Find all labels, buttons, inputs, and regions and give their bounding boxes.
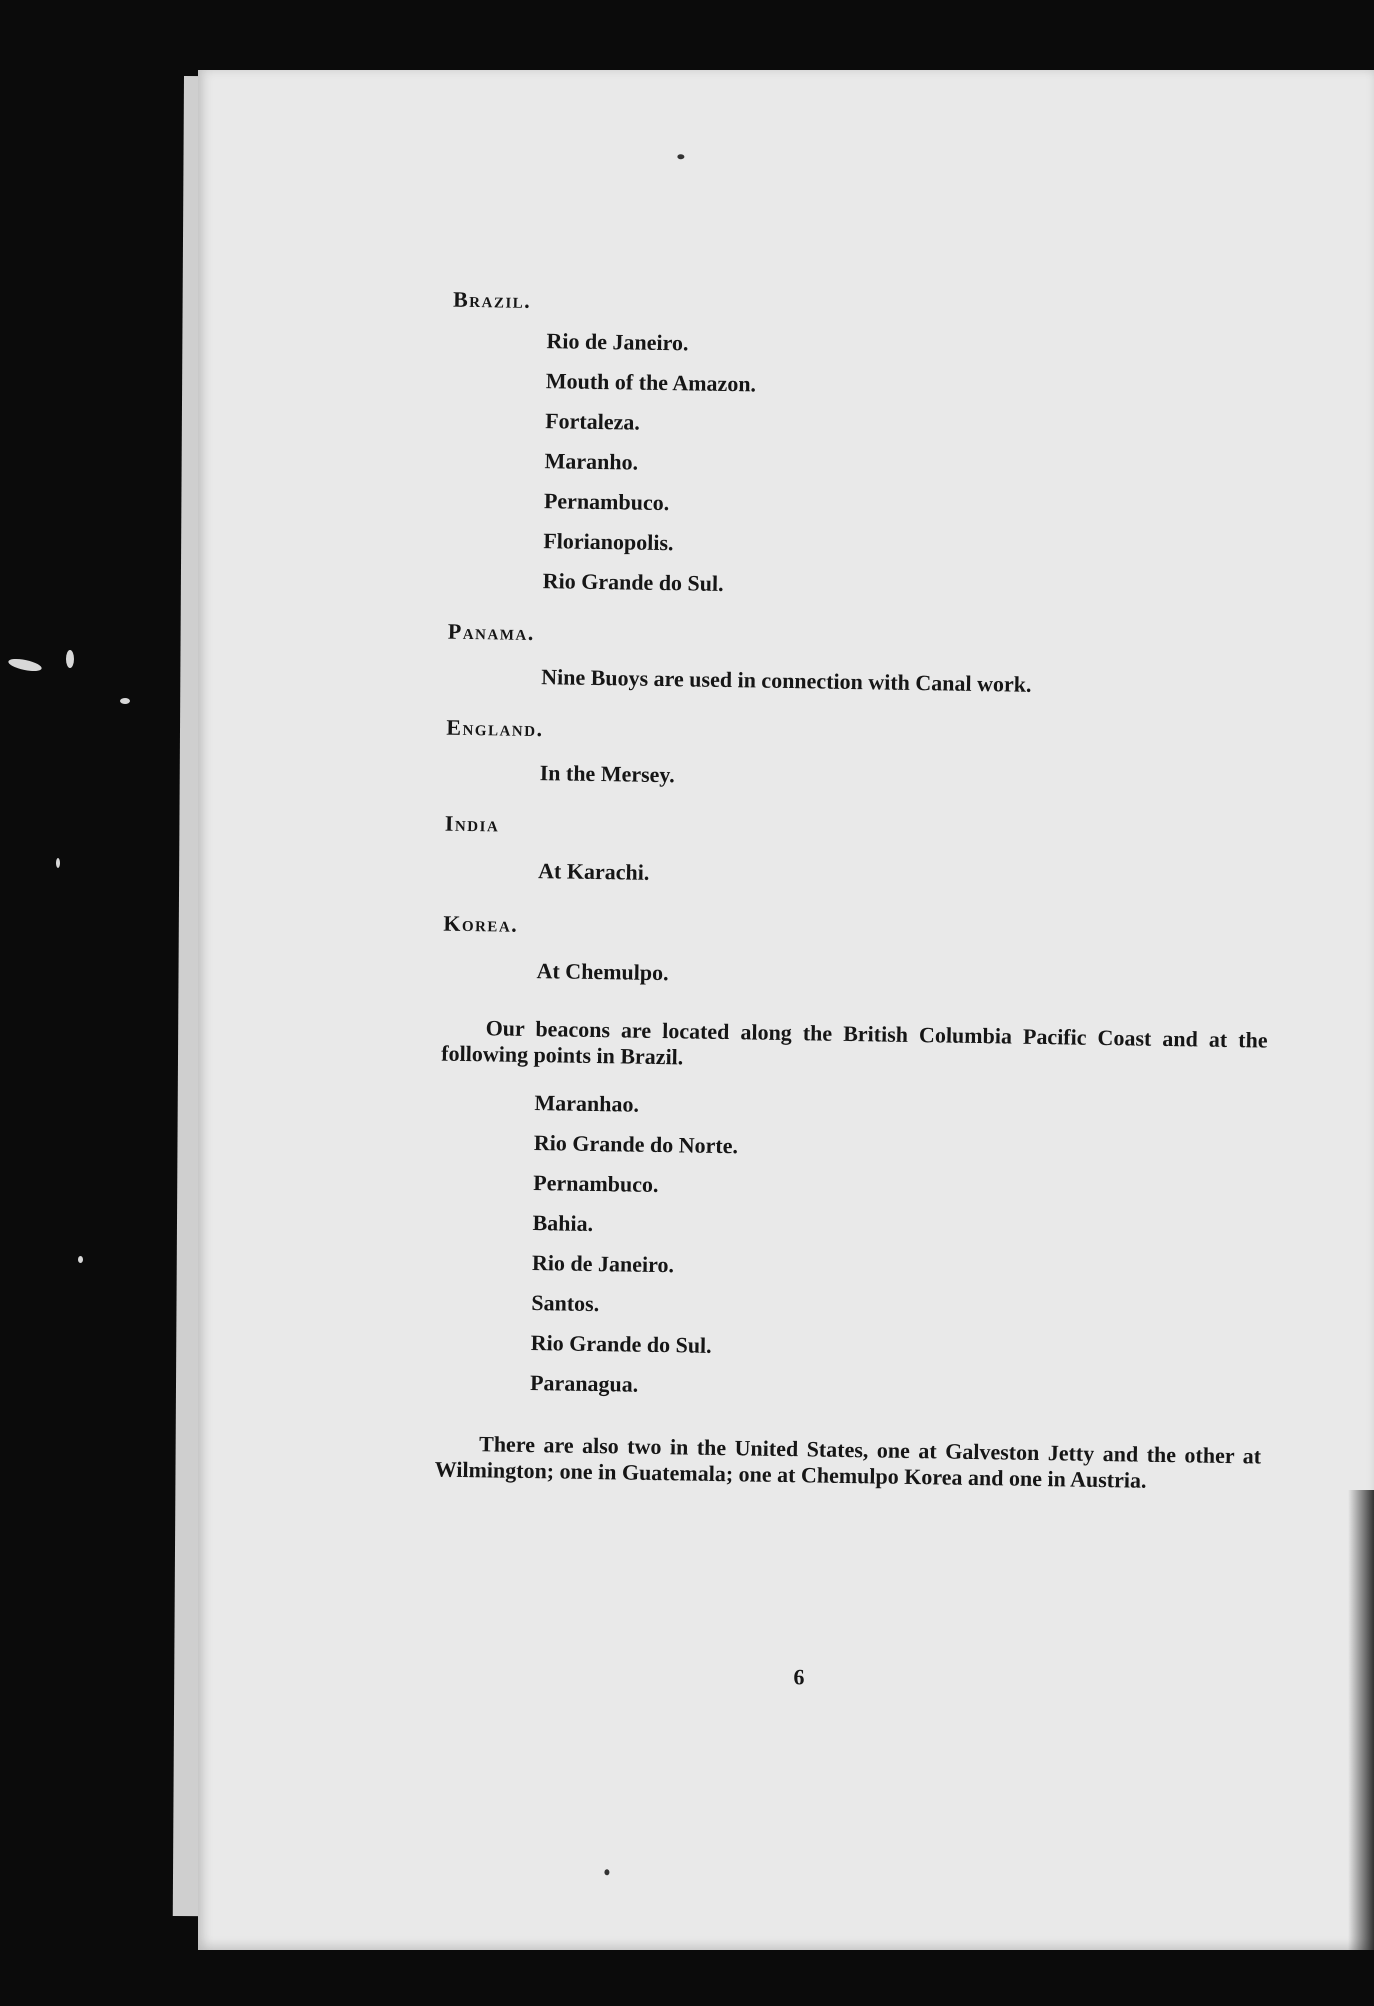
closing-paragraph bbox=[435, 1431, 1262, 1496]
list-item: Fortaleza. bbox=[545, 408, 641, 435]
ink-speck bbox=[604, 1869, 609, 1875]
list-item: Nine Buoys are used in connection with Canal work. bbox=[541, 664, 1032, 697]
list-item: Florianopolis. bbox=[543, 528, 674, 556]
heading-panama: Panama. bbox=[447, 618, 536, 646]
beacon-point: Rio Grande do Sul. bbox=[530, 1330, 712, 1358]
list-item: At Karachi. bbox=[537, 858, 650, 885]
beacon-point: Rio de Janeiro. bbox=[531, 1250, 675, 1278]
list-item: In the Mersey. bbox=[539, 760, 675, 788]
list-item: At Chemulpo. bbox=[536, 958, 669, 986]
beacon-point: Santos. bbox=[531, 1290, 600, 1317]
beacon-point: Paranagua. bbox=[529, 1370, 639, 1397]
beacons-paragraph-text: Our beacons are located along the British Columbia Pacific Coast and at the following points in Brazil. bbox=[441, 1015, 1268, 1070]
beacon-point: Rio Grande do Norte. bbox=[533, 1130, 739, 1159]
beacon-point: Bahia. bbox=[532, 1210, 594, 1236]
film-speck bbox=[56, 858, 60, 868]
film-speck bbox=[120, 698, 130, 704]
film-speck bbox=[78, 1256, 83, 1263]
heading-england: England. bbox=[446, 714, 544, 742]
list-item: Maranho. bbox=[544, 448, 639, 475]
list-item: Mouth of the Amazon. bbox=[545, 368, 757, 397]
heading-korea: Korea. bbox=[443, 910, 519, 937]
page-content bbox=[198, 70, 1374, 1950]
beacon-point: Pernambuco. bbox=[533, 1170, 659, 1198]
film-speck bbox=[7, 657, 42, 674]
page-number: 6 bbox=[793, 1664, 805, 1690]
ink-speck bbox=[677, 154, 684, 159]
document-page bbox=[198, 70, 1374, 1950]
list-item: Pernambuco. bbox=[543, 488, 670, 516]
paragraph-indent bbox=[442, 1035, 486, 1036]
heading-brazil: Brazil. bbox=[452, 286, 532, 313]
list-item: Rio de Janeiro. bbox=[546, 328, 689, 356]
heading-india: India bbox=[444, 810, 500, 837]
list-item: Rio Grande do Sul. bbox=[542, 568, 724, 596]
closing-paragraph-text: There are also two in the United States, one at Galveston Jetty and the other at Wilmington; one in Guatemala; one at Chemulpo Korea and one in Austria. bbox=[434, 1431, 1262, 1493]
beacon-point: Maranhao. bbox=[534, 1090, 640, 1117]
film-speck bbox=[66, 650, 74, 668]
paragraph-indent bbox=[435, 1451, 479, 1452]
beacons-paragraph bbox=[441, 1015, 1268, 1080]
